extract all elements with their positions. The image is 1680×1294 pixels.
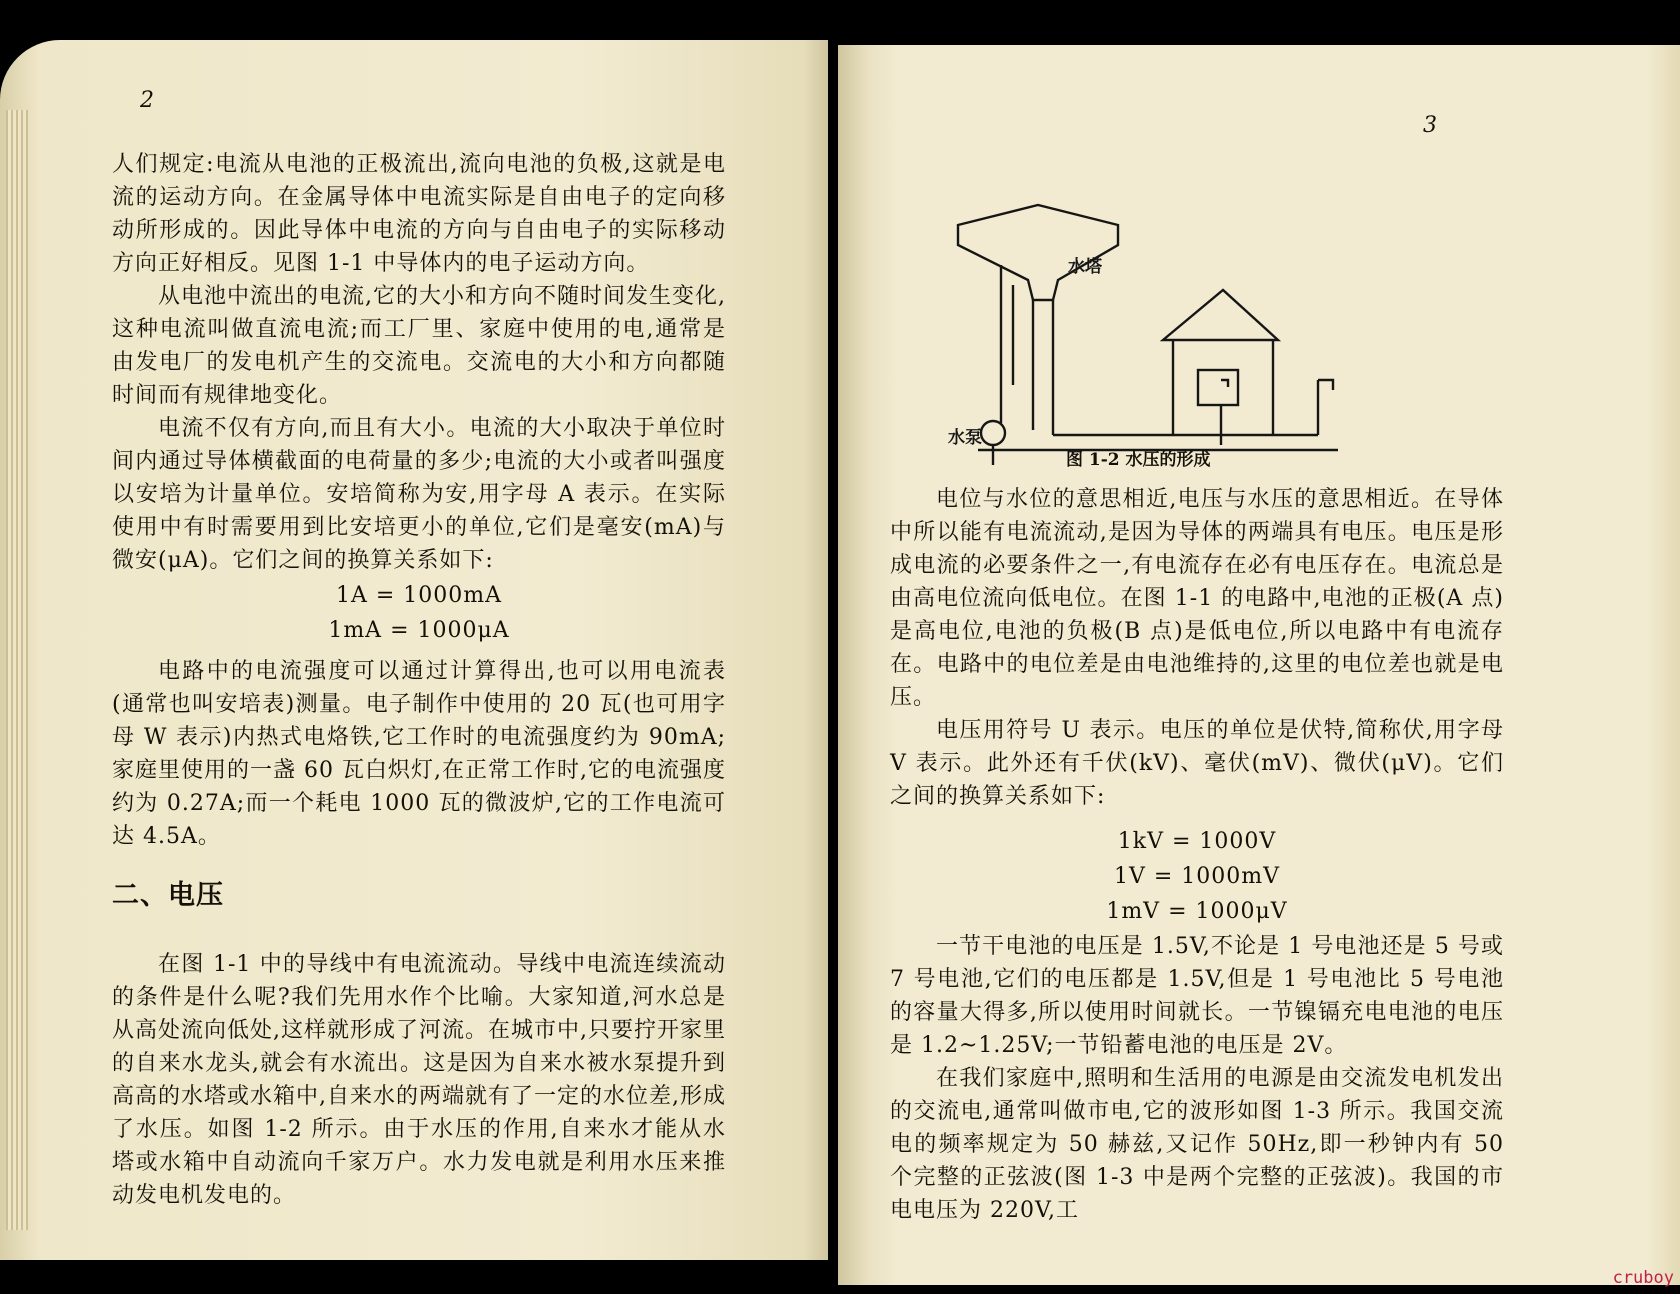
paragraph: 电路中的电流强度可以通过计算得出,也可以用电流表(通常也叫安培表)测量。电子制作中使用的 20 瓦(也可用字母 W 表示)内热式电烙铁,它工作时的电流强度约为 90mA;家庭里使用的一盏 60 瓦白炽灯,在正常工作时,它的电流强度约为 0.27A;而一个耗电 1000 瓦的微波炉,它的工作电流可达 4.5A。	[112, 659, 726, 849]
left-page	[0, 40, 828, 1260]
figure-caption: 图 1-2 水压的形成	[1066, 450, 1211, 470]
pump-label: 水泵	[948, 428, 982, 448]
formula: 1mV = 1000μV	[1106, 899, 1288, 924]
water-pressure-figure	[938, 165, 1358, 485]
paragraph: 电压用符号 U 表示。电压的单位是伏特,简称伏,用字母 V 表示。此外还有千伏(kV)、毫伏(mV)、微伏(μV)。它们之间的换算关系如下:	[890, 718, 1504, 809]
formula: 1kV = 1000V	[1117, 829, 1277, 854]
paragraph: 一节干电池的电压是 1.5V,不论是 1 号电池还是 5 号或 7 号电池,它们的电压都是 1.5V,但是 1 号电池比 5 号电池的容量大得多,所以使用时间就长。一节镍镉充电电池的电压是 1.2~1.25V;一节铅蓄电池的电压是 2V。	[890, 934, 1504, 1058]
tower-label: 水塔	[1068, 257, 1102, 277]
page-number: 2	[140, 88, 154, 113]
paragraph: 在我们家庭中,照明和生活用的电源是由交流发电机发出的交流电,通常叫做市电,它的波形如图 1-3 所示。我国交流电的频率规定为 50 赫兹,又记作 50Hz,即一秒钟内有 50 个完整的正弦波(图 1-3 中是两个完整的正弦波)。我国的市电电压为 220V,工	[890, 1066, 1504, 1223]
paragraph: 电流不仅有方向,而且有大小。电流的大小取决于单位时间内通过导体横截面的电荷量的多少;电流的大小或者叫强度以安培为计量单位。安培简称为安,用字母 A 表示。在实际使用中有时需要用到比安培更小的单位,它们是毫安(mA)与微安(μA)。它们之间的换算关系如下:	[112, 416, 726, 573]
formula: 1V = 1000mV	[1113, 864, 1281, 889]
paragraph: 从电池中流出的电流,它的大小和方向不随时间发生变化,这种电流叫做直流电流;而工厂里、家庭中使用的电,通常是由发电厂的发电机产生的交流电。交流电的大小和方向都随时间而有规律地变化。	[112, 284, 726, 408]
paragraph: 人们规定:电流从电池的正极流出,流向电池的负极,这就是电流的运动方向。在金属导体中电流实际是自由电子的定向移动所形成的。因此导体中电流的方向与自由电子的实际移动方向正好相反。见图 1-1 中导体内的电子运动方向。	[112, 152, 726, 276]
watermark: cruboy	[1612, 1268, 1674, 1288]
formula: 1A = 1000mA	[335, 583, 503, 608]
paragraph: 在图 1-1 中的导线中有电流流动。导线中电流连续流动的条件是什么呢?我们先用水作个比喻。大家知道,河水总是从高处流向低处,这样就形成了河流。在城市中,只要拧开家里的自来水龙头,就会有水流出。这是因为自来水被水泵提升到高高的水塔或水箱中,自来水的两端就有了一定的水位差,形成了水压。如图 1-2 所示。由于水压的作用,自来水才能从水塔或水箱中自动流向千家万户。水力发电就是利用水压来推动发电机发电的。	[112, 952, 726, 1208]
left-text-column	[112, 148, 726, 1212]
page-number: 3	[1423, 113, 1437, 138]
paragraph: 电位与水位的意思相近,电压与水压的意思相近。在导体中所以能有电流流动,是因为导体的两端具有电压。电压是形成电流的必要条件之一,有电流存在必有电压存在。电流总是由高电位流向低电位。在图 1-1 的电路中,电池的正极(A 点)是高电位,电池的负极(B 点)是低电位,所以电路中有电流存在。电路中的电位差是由电池维持的,这里的电位差也就是电压。	[890, 487, 1504, 710]
page-stack-edge	[6, 110, 28, 1230]
right-text-column	[890, 483, 1504, 1227]
right-page	[838, 45, 1680, 1285]
formula: 1mA = 1000μA	[328, 618, 510, 643]
section-heading: 二、电压	[112, 880, 224, 911]
